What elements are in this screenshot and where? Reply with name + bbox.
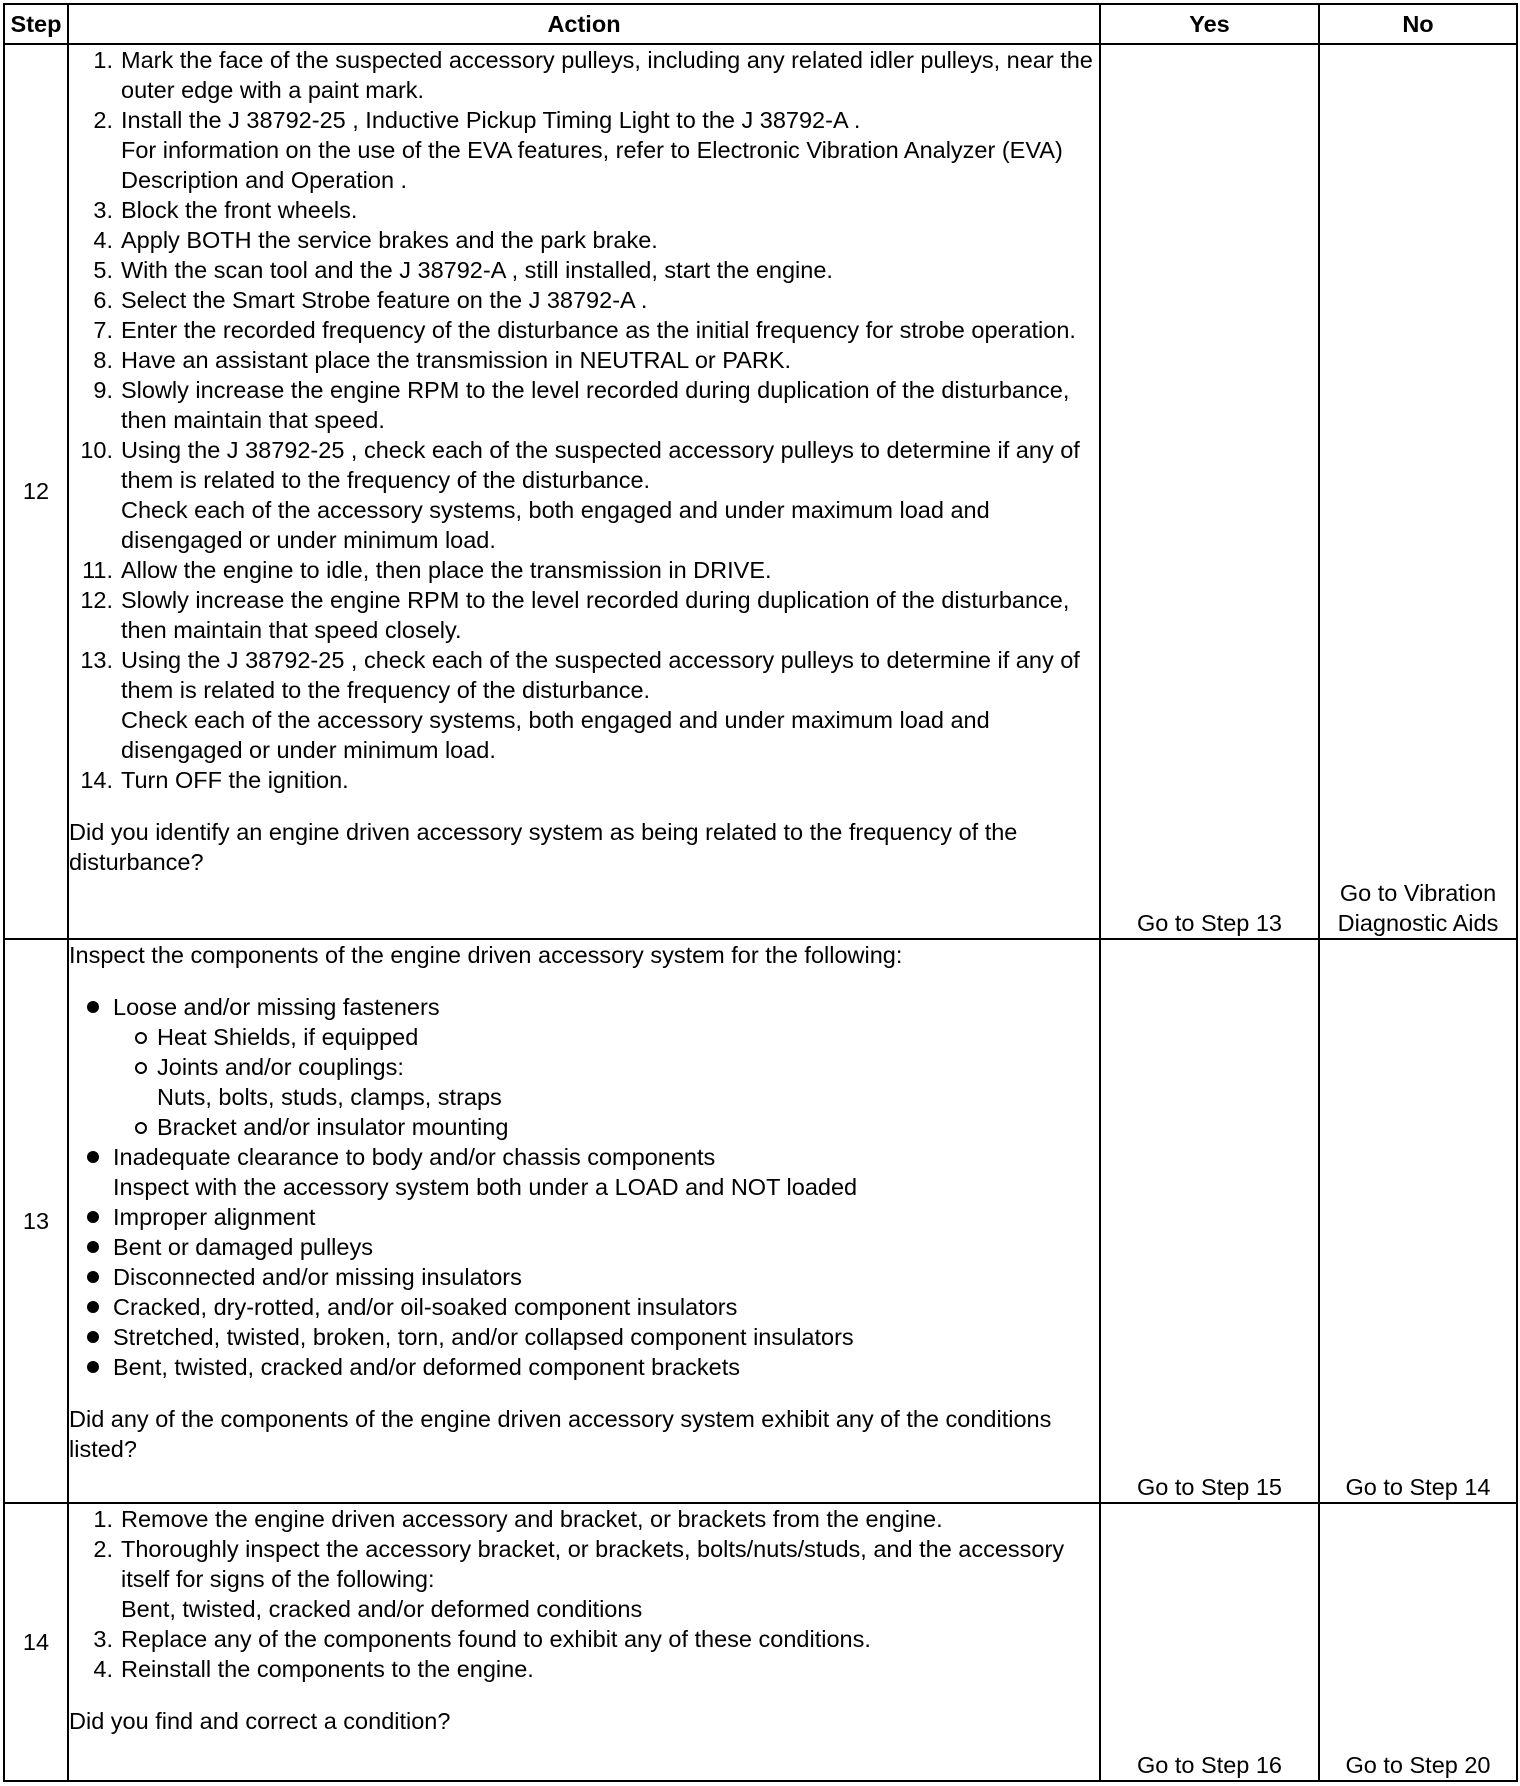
bullet-icon [69,1202,113,1232]
intro-text: Inspect the components of the engine driven accessory system for the following: [69,941,903,968]
header-action: Action [68,4,1100,44]
header-yes: Yes [1100,4,1319,44]
list-item: Bent, twisted, cracked and/or deformed component brackets [69,1352,1099,1382]
bullet-icon [69,1142,113,1202]
list-item: 14. Turn OFF the ignition. [80,767,349,793]
list-item: Joints and/or couplings: Nuts, bolts, studs, clamps, straps [127,1052,1099,1112]
list-item: 6. Select the Smart Strobe feature on the J 38792-A . [93,287,648,313]
list-item: 3. Block the front wheels. [93,197,358,223]
step-note: Bent, twisted, cracked and/or deformed conditions [121,1596,643,1623]
bullet-icon [69,1232,113,1262]
step-note: Check each of the accessory systems, both engaged and under maximum load and disengaged or under minimum load. [121,707,990,763]
yes-result: Go to Step 13 [1100,44,1319,939]
list-item: 8. Have an assistant place the transmission in NEUTRAL or PARK. [93,347,792,373]
list-item: Cracked, dry-rotted, and/or oil-soaked component insulators [69,1292,1099,1322]
list-item: 2. Install the J 38792-25 , Inductive Pickup Timing Light to the J 38792-A . For information on the use of the EVA features, refer to Electronic Vibration Analyzer (EVA) Description and Operation . [93,107,1063,193]
table-row [4,44,1517,939]
list-item: Inadequate clearance to body and/or chassis components Inspect with the accessory system both under a LOAD and NOT loaded [69,1142,1099,1202]
list-item: Heat Shields, if equipped [127,1022,1099,1052]
yes-result: Go to Step 16 [1100,1503,1319,1781]
action-cell [68,44,1100,939]
table-row [4,1503,1517,1781]
step-number: 12 [4,44,68,939]
list-item: 11. Allow the engine to idle, then place the transmission in DRIVE. [82,557,772,583]
action-step-list [69,45,1099,795]
list-item: Bracket and/or insulator mounting [127,1112,1099,1142]
question-text: Did you find and correct a condition? [69,1708,451,1735]
yes-result: Go to Step 15 [1100,939,1319,1503]
list-item: 12. Slowly increase the engine RPM to the level recorded during duplication of the disturbance, then maintain that speed closely. [80,587,1070,643]
list-item: 1. Remove the engine driven accessory and bracket, or brackets from the engine. [93,1506,943,1533]
list-item: 5. With the scan tool and the J 38792-A , still installed, start the engine. [93,257,833,283]
question-text: Did any of the components of the engine driven accessory system exhibit any of the conditions listed? [69,1405,1052,1462]
no-result: Go to Vibration Diagnostic Aids [1319,44,1517,939]
list-item: 9. Slowly increase the engine RPM to the level recorded during duplication of the disturbance, then maintain that speed. [93,377,1070,433]
no-result: Go to Step 14 [1319,939,1517,1503]
list-item: 3. Replace any of the components found to exhibit any of these conditions. [93,1626,871,1653]
table-row [4,939,1517,1503]
header-step: Step [4,4,68,44]
list-item: 7. Enter the recorded frequency of the disturbance as the initial frequency for strobe operation. [93,317,1076,343]
list-item: 4. Apply BOTH the service brakes and the park brake. [93,227,658,253]
list-item: Improper alignment [69,1202,1099,1232]
list-item: 13. Using the J 38792-25 , check each of the suspected accessory pulleys to determine if any of them is related to the frequency of the disturbance. Check each of the accessory systems, both engaged and under maximum load and disengaged or under minimum load. [80,647,1080,763]
action-cell [68,1503,1100,1781]
header-no: No [1319,4,1517,44]
bullet-icon [69,1292,113,1322]
step-number: 13 [4,939,68,1503]
circle-bullet-icon [127,1052,157,1112]
bullet-icon [69,1322,113,1352]
circle-bullet-icon [127,1112,157,1142]
list-item: Disconnected and/or missing insulators [69,1262,1099,1292]
action-step-list [69,1504,1099,1684]
no-result: Go to Step 20 [1319,1503,1517,1781]
circle-bullet-icon [127,1022,157,1052]
step-number: 14 [4,1503,68,1781]
list-item: Loose and/or missing fasteners Heat Shields, if equipped Joints and/or couplings: Nuts, bolts, studs, clamps, straps Bracket and/or insulator mounting [69,992,1099,1142]
diagnostic-table [3,3,1518,1782]
sub-condition-list [113,1022,1099,1142]
header-row [4,4,1517,44]
condition-list [69,992,1099,1382]
list-item: 4. Reinstall the components to the engine. [93,1656,534,1683]
bullet-icon [69,1352,113,1382]
list-item: 10. Using the J 38792-25 , check each of the suspected accessory pulleys to determine if any of them is related to the frequency of the disturbance. Check each of the accessory systems, both engaged and under maximum load and disengaged or under minimum load. [80,437,1080,553]
list-item: 2. Thoroughly inspect the accessory bracket, or brackets, bolts/nuts/studs, and the accessory itself for signs of the following: Bent, twisted, cracked and/or deformed conditions [93,1536,1065,1623]
bullet-icon [69,992,113,1142]
list-item: Stretched, twisted, broken, torn, and/or collapsed component insulators [69,1322,1099,1352]
question-text: Did you identify an engine driven accessory system as being related to the frequency of the disturbance? [69,819,1018,875]
list-item: 1. Mark the face of the suspected accessory pulleys, including any related idler pulleys, near the outer edge with a paint mark. [93,47,1093,103]
action-cell [68,939,1100,1503]
bullet-icon [69,1262,113,1292]
step-note: Check each of the accessory systems, both engaged and under maximum load and disengaged or under minimum load. [121,497,990,553]
step-note: For information on the use of the EVA features, refer to Electronic Vibration Analyzer (EVA) Description and Operation . [121,137,1063,193]
list-item: Bent or damaged pulleys [69,1232,1099,1262]
